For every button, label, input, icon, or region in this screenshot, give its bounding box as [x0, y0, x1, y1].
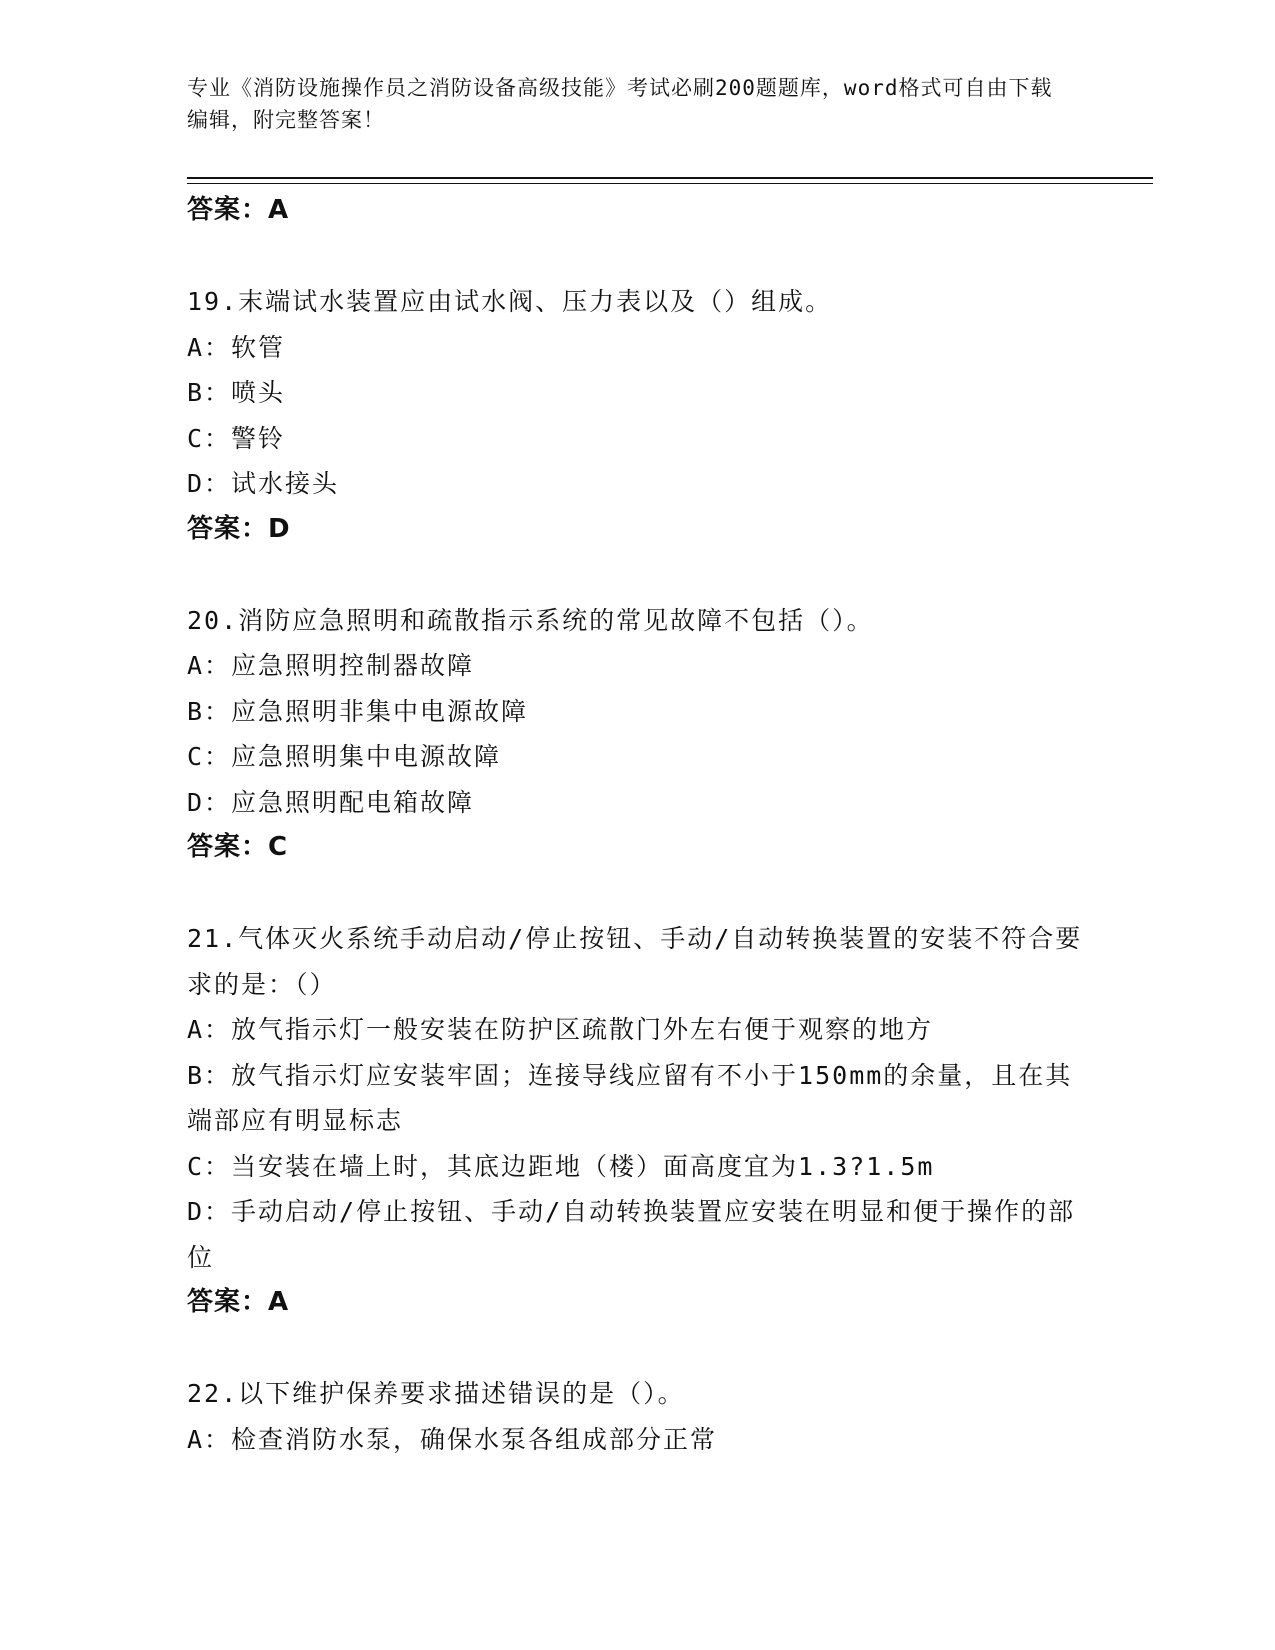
- option-c: C：应急照明集中电源故障: [187, 742, 502, 771]
- option-a: A：检查消防水泵，确保水泵各组成部分正常: [187, 1424, 718, 1454]
- option-c: C：警铃: [187, 423, 286, 453]
- answer-label: 答案：C: [187, 832, 289, 862]
- option-a: A：放气指示灯一般安装在防护区疏散门外左右便于观察的地方: [187, 1015, 934, 1044]
- answer-label: 答案：D: [187, 513, 291, 544]
- option-d: D：试水接头: [187, 469, 340, 498]
- question-stem: 22.以下维护保养要求描述错误的是（）。: [187, 1379, 685, 1408]
- option-b: B：放气指示灯应安装牢固；连接导线应留有不小于150mm的余量，且在其端部应有明显标志: [187, 1060, 1073, 1135]
- question-stem: 19.末端试水装置应由试水阀、压力表以及（）组成。: [187, 287, 833, 316]
- option-b: B：喷头: [187, 378, 286, 407]
- option-c: C：当安装在墙上时，其底边距地（楼）面高度宜为1.3?1.5m: [187, 1151, 935, 1181]
- option-d: D：应急照明配电箱故障: [187, 787, 475, 817]
- question-list: [187, 188, 1087, 1462]
- option-b: B：应急照明非集中电源故障: [187, 696, 529, 726]
- question-19: [187, 279, 1087, 552]
- question-20: [187, 598, 1087, 871]
- header-rule-thick: [187, 177, 1153, 179]
- answer-label: 答案：A: [187, 195, 290, 225]
- question-22: [187, 1371, 1087, 1462]
- question-21: [187, 916, 1087, 1326]
- option-d: D：手动启动/停止按钮、手动/自动转换装置应安装在明显和便于操作的部位: [187, 1197, 1076, 1272]
- header-rule-thin: [187, 183, 1153, 184]
- option-a: A：软管: [187, 332, 286, 362]
- option-a: A：应急照明控制器故障: [187, 651, 475, 680]
- question-stem: 20.消防应急照明和疏散指示系统的常见故障不包括（）。: [187, 605, 874, 635]
- answer-label: 答案：A: [187, 1287, 290, 1317]
- document-header: 专业《消防设施操作员之消防设备高级技能》考试必刷200题题库，word格式可自由下载编辑，附完整答案！: [187, 76, 1053, 132]
- question-stem: 21.气体灭火系统手动启动/停止按钮、手动/自动转换装置的安装不符合要求的是：（）: [187, 924, 1083, 999]
